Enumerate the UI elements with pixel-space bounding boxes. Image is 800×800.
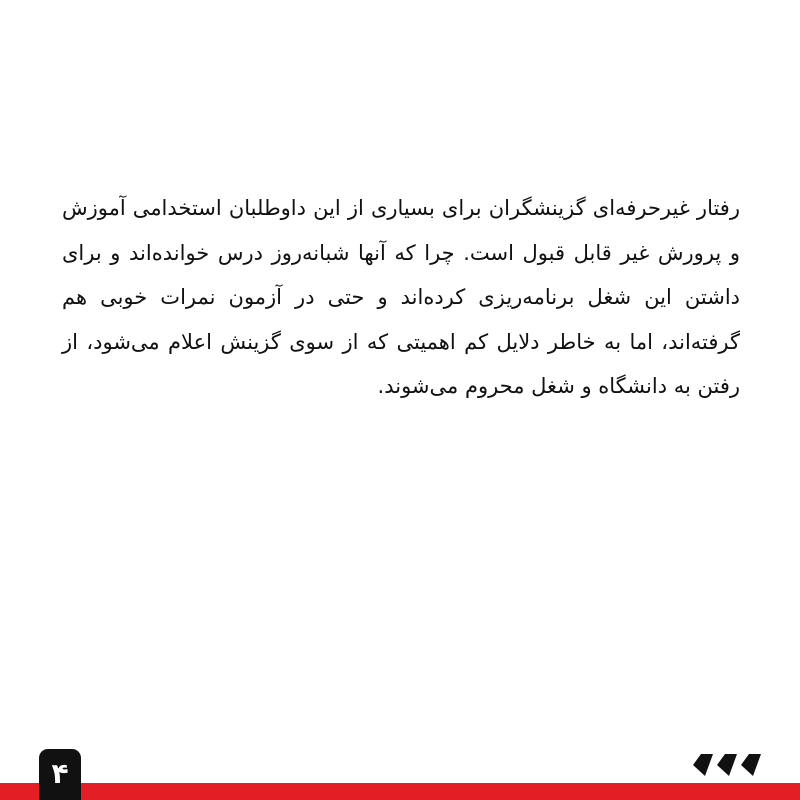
diamond-shape	[717, 754, 737, 776]
bottom-accent-bar	[0, 783, 800, 800]
diamond-shape	[693, 754, 713, 776]
page-number-tab	[39, 749, 81, 800]
body-paragraph: رفتار غیرحرفه‌ای گزینشگران برای بسیاری از این داوطلبان استخدامی آموزش و پرورش غیر قابل قبول است. چرا که آنها شبانه‌روز درس خوانده‌اند و برای داشتن این شغل برنامه‌ریزی کرده‌اند و حتی در آزمون نمرات خوبی هم گرفته‌اند، اما به خاطر دلایل کم اهمیتی که از سوی گزینش اعلام می‌شود، از رفتن به دانشگاه و شغل محروم می‌شوند.	[62, 196, 740, 398]
diamond-shape	[741, 754, 761, 776]
page-number: ۴	[51, 756, 69, 790]
three-diamonds-icon	[692, 752, 764, 778]
